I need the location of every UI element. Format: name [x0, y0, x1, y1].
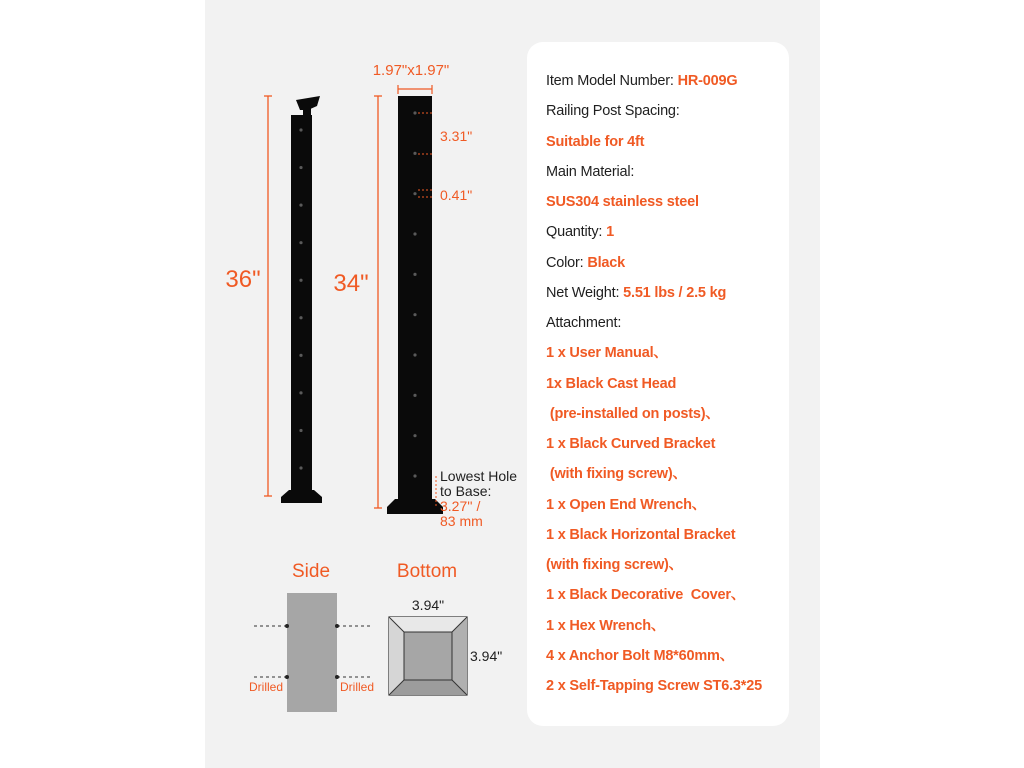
side-view	[249, 561, 374, 712]
hole-diameter-label: 0.41"	[440, 187, 473, 203]
attachment-item: 1 x Hex Wrench、	[546, 617, 666, 634]
post-body	[398, 96, 432, 500]
cable-hole	[413, 273, 416, 276]
cable-hole	[299, 316, 302, 319]
cable-hole	[299, 204, 302, 207]
side-title: Side	[291, 561, 331, 582]
spec-spacing-value: Suitable for 4ft	[546, 133, 645, 150]
attachment-item: (with fixing screw)、	[546, 557, 683, 573]
attachment-item: 4 x Anchor Bolt M8*60mm、	[546, 647, 735, 664]
spec-color: Color: Black	[546, 254, 626, 271]
spec-attachment-label: Attachment:	[546, 315, 622, 331]
attachment-item: 1 x Black Horizontal Bracket	[546, 526, 736, 543]
attachment-item: 1x Black Cast Head	[546, 375, 677, 392]
spec-material-value: SUS304 stainless steel	[546, 194, 699, 210]
lowest-hole-value: 3.27'' / 83 mm	[440, 498, 483, 529]
cable-hole	[413, 353, 416, 356]
drilled-label-right: Drilled	[339, 680, 375, 694]
cable-hole	[299, 466, 302, 469]
height-label-34: 34"	[333, 270, 369, 297]
attachment-item: (with fixing screw)、	[546, 466, 687, 483]
post-end	[333, 62, 521, 529]
spec-model: Item Model Number: HR-009G	[546, 73, 738, 89]
spec-list	[546, 66, 762, 701]
attachment-item: 1 x Black Decorative Cover、	[546, 587, 746, 604]
attachment-item: 1 x Open End Wrench、	[546, 496, 707, 513]
cable-hole	[299, 128, 302, 131]
post-footprint	[404, 632, 452, 680]
cable-hole	[413, 152, 416, 155]
cable-hole	[299, 166, 302, 169]
spec-weight: Net Weight: 5.51 lbs / 2.5 kg	[546, 284, 727, 301]
top-size-label: 1.97"x1.97"	[372, 62, 450, 79]
bottom-view	[389, 561, 502, 695]
height-label-36: 36"	[225, 266, 261, 293]
cable-hole	[299, 241, 302, 244]
cable-hole	[413, 394, 416, 397]
side-post-section	[287, 593, 337, 712]
cable-hole	[299, 429, 302, 432]
attachment-item: 1 x User Manual、	[546, 345, 668, 362]
spec-spacing-label: Railing Post Spacing:	[546, 103, 680, 120]
base-width-label: 3.94"	[411, 597, 445, 613]
cable-hole	[299, 391, 302, 394]
hole-spacing-label: 3.31"	[440, 128, 473, 144]
cable-hole	[413, 474, 416, 477]
cable-hole	[413, 313, 416, 316]
base-depth-label: 3.94"	[470, 648, 503, 664]
cable-hole	[413, 232, 416, 235]
post-with-cast-head	[225, 96, 322, 503]
drilled-label-left: Drilled	[248, 680, 284, 694]
cable-hole	[413, 192, 416, 195]
bottom-title: Bottom	[396, 561, 458, 582]
cable-hole	[413, 111, 416, 114]
cable-hole	[413, 434, 416, 437]
attachment-item: 1 x Black Curved Bracket	[546, 436, 716, 452]
post-body	[291, 115, 312, 493]
spec-material-label: Main Material:	[546, 163, 635, 180]
lowest-hole-label: Lowest Hole to Base:	[440, 468, 518, 499]
cast-head	[296, 96, 320, 110]
base-plate	[281, 490, 322, 503]
attachment-item: 2 x Self-Tapping Screw ST6.3*25	[546, 678, 762, 694]
spec-quantity: Quantity: 1	[546, 224, 614, 241]
attachment-item: (pre-installed on posts)、	[546, 405, 720, 422]
cable-hole	[299, 279, 302, 282]
cable-hole	[299, 354, 302, 357]
base-plate	[387, 499, 443, 514]
